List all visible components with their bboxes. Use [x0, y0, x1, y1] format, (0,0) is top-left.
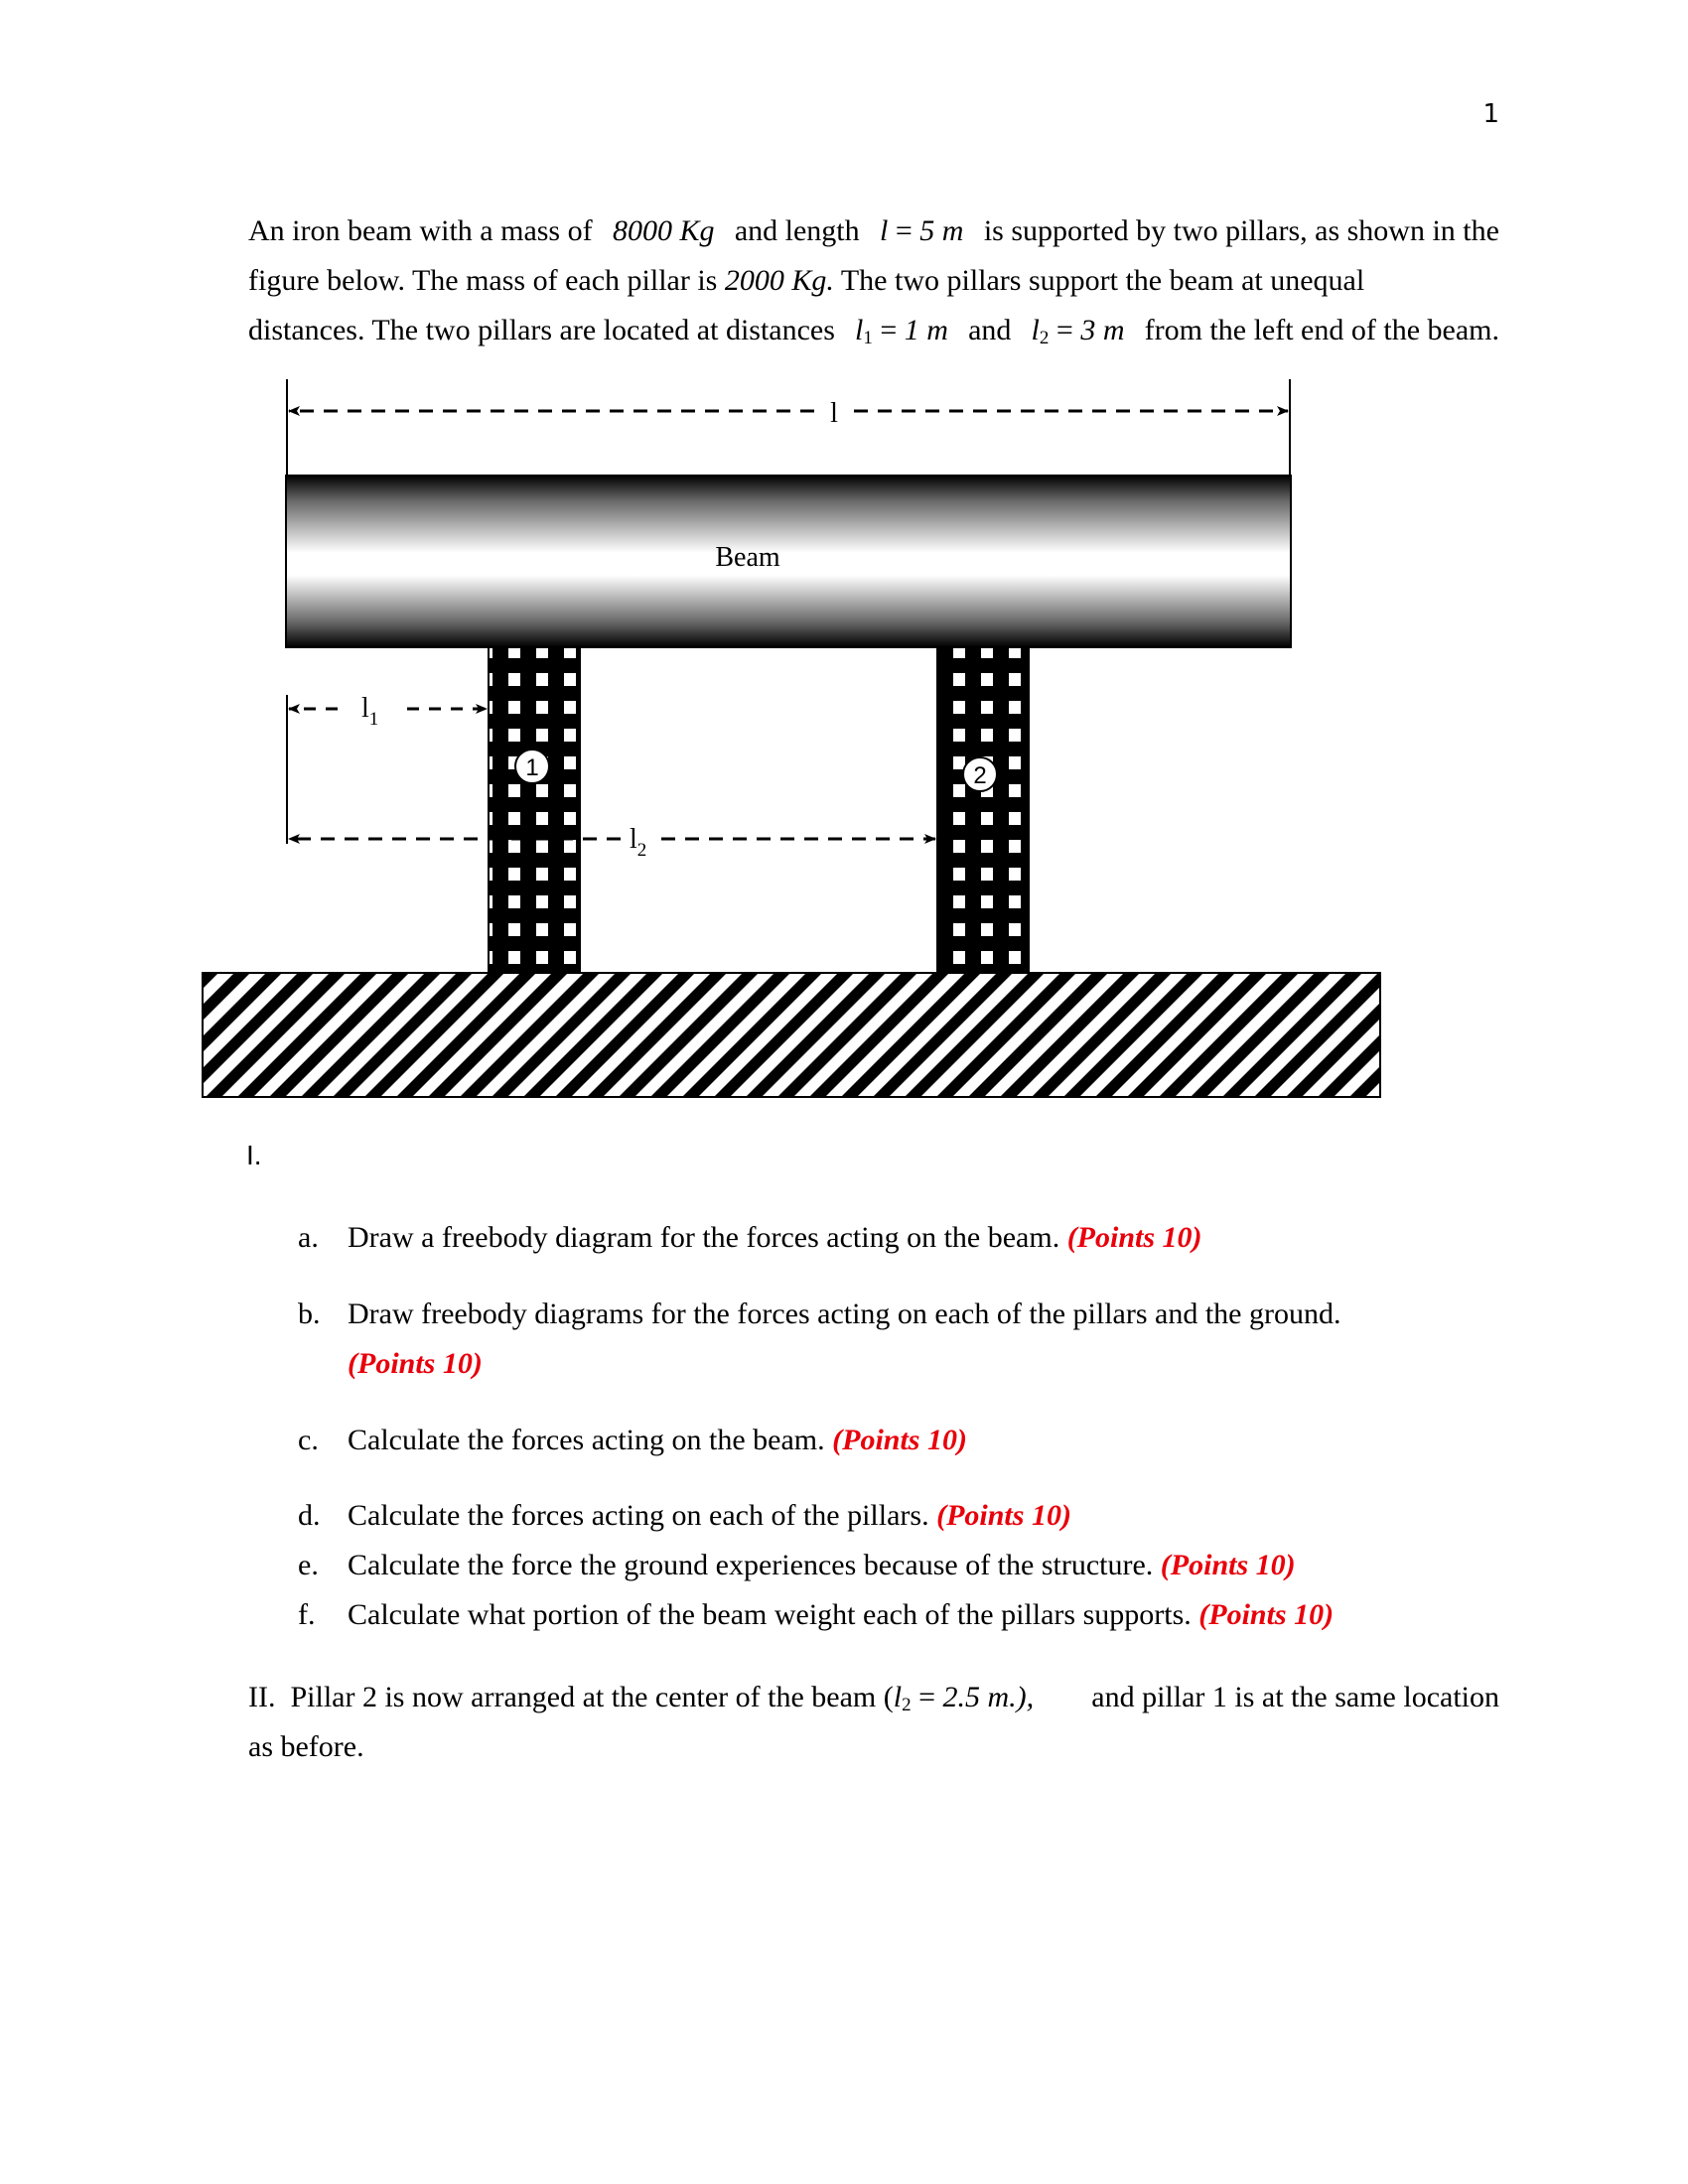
question-text: Calculate the force the ground experiences because of the structure.	[348, 1549, 1154, 1581]
question-points: (Points 10)	[1198, 1598, 1335, 1631]
ground	[203, 973, 1380, 1097]
beam-label: Beam	[715, 542, 780, 573]
question-b	[298, 1290, 1340, 1389]
pillar-1	[489, 647, 580, 973]
question-points: (Points 10)	[936, 1499, 1071, 1532]
question-points: (Points 10)	[1160, 1549, 1296, 1581]
question-points: (Points 10)	[348, 1347, 483, 1380]
question-c	[298, 1416, 967, 1465]
pillar-2	[937, 647, 1029, 973]
part-two	[248, 1673, 1499, 1772]
question-text: Draw freebody diagrams for the forces acting on each of the pillars and the ground.	[348, 1297, 1341, 1330]
question-points: (Points 10)	[832, 1424, 967, 1456]
question-letter: f.	[298, 1598, 316, 1631]
pillar-1-label: 1	[525, 754, 539, 781]
length-label: l	[830, 398, 838, 429]
text: and	[968, 314, 1012, 346]
distance-l1: $l_1 = 1$ m	[855, 314, 948, 348]
beam	[286, 476, 1291, 647]
l1-label: $l_1$	[361, 693, 379, 730]
question-f	[298, 1590, 1334, 1640]
text: The two pillars support the beam at unequal	[840, 264, 1365, 297]
question-a	[298, 1213, 1202, 1263]
question-d	[298, 1491, 1071, 1541]
question-text: Calculate the forces acting on the beam.	[348, 1424, 825, 1456]
question-text: Calculate what portion of the beam weight each of the pillars supports.	[348, 1598, 1192, 1631]
pillar-2-label: 2	[973, 762, 987, 789]
distance-l2: $l_2 = 3$ m	[1031, 314, 1125, 348]
text: and pillar 1 is at the same location	[1091, 1681, 1499, 1713]
text: from the left end of the beam.	[1144, 314, 1499, 346]
question-points: (Points 10)	[1066, 1221, 1202, 1254]
question-letter: a.	[298, 1221, 319, 1254]
page-number: 1	[1482, 99, 1499, 129]
text: II. Pillar 2 is now arranged at the center of the beam ($l_2 = 2.5$ m.),	[248, 1681, 1035, 1715]
question-letter: b.	[298, 1297, 321, 1330]
part-two-line-2: as before.	[248, 1730, 364, 1763]
text: and length	[734, 214, 860, 247]
l2-label: $l_2$	[630, 824, 647, 861]
question-e	[298, 1541, 1296, 1590]
text: An iron beam with a mass of	[248, 214, 593, 247]
text: is supported by two pillars, as shown in the	[983, 214, 1499, 247]
part-two-line-1	[248, 1673, 1499, 1722]
beam-mass: 8000 Kg	[612, 214, 715, 247]
question-text: Calculate the forces acting on each of the pillars.	[348, 1499, 929, 1532]
text: distances. The two pillars are located at distances	[248, 314, 835, 346]
question-letter: e.	[298, 1549, 319, 1581]
question-text: Draw a freebody diagram for the forces acting on the beam.	[348, 1221, 1060, 1254]
pillar-mass: 2000 Kg.	[724, 264, 834, 297]
text: figure below. The mass of each pillar is	[248, 264, 718, 297]
question-letter: c.	[298, 1424, 319, 1456]
beam-length: l = 5 m	[880, 214, 964, 247]
section-label: I.	[246, 1140, 262, 1170]
question-letter: d.	[298, 1499, 321, 1532]
